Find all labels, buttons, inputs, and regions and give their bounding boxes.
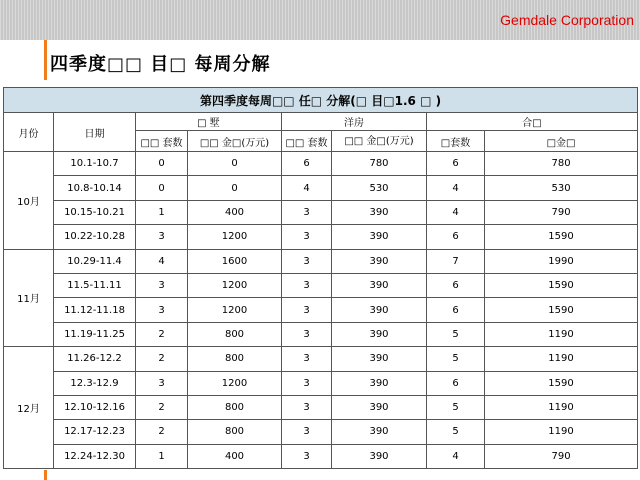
cell-total-amount: 1590 — [485, 273, 638, 297]
header-apartment-amount: □□ 金□(万元) — [332, 131, 427, 152]
slide-title: 四季度□□ 目□ 每周分解 — [50, 54, 271, 75]
brand-name: Gemdale Corporation — [500, 12, 634, 28]
cell-villa-units: 2 — [136, 322, 188, 346]
cell-total-units: 4 — [427, 200, 485, 224]
cell-villa-units: 2 — [136, 347, 188, 371]
cell-villa-amount: 800 — [188, 395, 282, 419]
table-caption: 第四季度每周□□ 任□ 分解(□ 目□1.6 □ ) — [4, 88, 638, 113]
cell-total-units: 6 — [427, 273, 485, 297]
cell-apartment-units: 4 — [282, 176, 332, 200]
cell-villa-amount: 0 — [188, 152, 282, 176]
cell-villa-units: 3 — [136, 371, 188, 395]
cell-villa-units: 2 — [136, 395, 188, 419]
cell-total-amount: 1990 — [485, 249, 638, 273]
cell-apartment-amount: 390 — [332, 298, 427, 322]
cell-apartment-units: 3 — [282, 444, 332, 468]
cell-total-amount: 1190 — [485, 322, 638, 346]
cell-villa-amount: 800 — [188, 322, 282, 346]
header-group-apartment: 洋房 — [282, 113, 427, 131]
header-villa-units: □□ 套数 — [136, 131, 188, 152]
header-band — [0, 0, 640, 40]
cell-date: 10.1-10.7 — [54, 152, 136, 176]
cell-total-units: 6 — [427, 225, 485, 249]
cell-total-amount: 780 — [485, 152, 638, 176]
header-group-total: 合□ — [427, 113, 638, 131]
table-row — [4, 273, 638, 297]
cell-villa-units: 1 — [136, 200, 188, 224]
cell-total-amount: 530 — [485, 176, 638, 200]
cell-apartment-amount: 390 — [332, 444, 427, 468]
cell-total-units: 5 — [427, 395, 485, 419]
accent-bar — [44, 40, 47, 80]
cell-total-units: 5 — [427, 322, 485, 346]
cell-month: 12月 — [4, 347, 54, 469]
cell-total-amount: 1190 — [485, 395, 638, 419]
cell-villa-units: 2 — [136, 420, 188, 444]
cell-total-amount: 1190 — [485, 420, 638, 444]
cell-month: 10月 — [4, 152, 54, 250]
header-apartment-units: □□ 套数 — [282, 131, 332, 152]
cell-total-units: 4 — [427, 444, 485, 468]
cell-villa-units: 3 — [136, 298, 188, 322]
table-row — [4, 347, 638, 371]
cell-villa-amount: 1200 — [188, 371, 282, 395]
cell-villa-amount: 0 — [188, 176, 282, 200]
cell-total-amount: 1590 — [485, 298, 638, 322]
cell-apartment-amount: 390 — [332, 249, 427, 273]
cell-total-amount: 790 — [485, 200, 638, 224]
header-total-amount: □金□ — [485, 131, 638, 152]
cell-date: 12.10-12.16 — [54, 395, 136, 419]
table-row — [4, 200, 638, 224]
cell-apartment-amount: 530 — [332, 176, 427, 200]
cell-apartment-amount: 390 — [332, 200, 427, 224]
header-villa-amount: □□ 金□(万元) — [188, 131, 282, 152]
cell-date: 10.22-10.28 — [54, 225, 136, 249]
cell-villa-amount: 800 — [188, 347, 282, 371]
cell-apartment-amount: 390 — [332, 273, 427, 297]
cell-total-units: 7 — [427, 249, 485, 273]
cell-villa-amount: 1600 — [188, 249, 282, 273]
cell-total-units: 4 — [427, 176, 485, 200]
cell-villa-units: 0 — [136, 176, 188, 200]
cell-villa-amount: 400 — [188, 444, 282, 468]
cell-total-amount: 790 — [485, 444, 638, 468]
cell-date: 10.15-10.21 — [54, 200, 136, 224]
cell-villa-units: 1 — [136, 444, 188, 468]
cell-apartment-amount: 390 — [332, 371, 427, 395]
cell-total-amount: 1190 — [485, 347, 638, 371]
cell-date: 12.3-12.9 — [54, 371, 136, 395]
cell-villa-amount: 1200 — [188, 225, 282, 249]
header-total-units: □套数 — [427, 131, 485, 152]
cell-apartment-amount: 780 — [332, 152, 427, 176]
table-row — [4, 444, 638, 468]
cell-villa-units: 0 — [136, 152, 188, 176]
cell-total-units: 5 — [427, 420, 485, 444]
cell-date: 10.8-10.14 — [54, 176, 136, 200]
cell-date: 11.12-11.18 — [54, 298, 136, 322]
table-row — [4, 322, 638, 346]
table-row — [4, 176, 638, 200]
cell-apartment-units: 3 — [282, 200, 332, 224]
cell-apartment-units: 6 — [282, 152, 332, 176]
table-row — [4, 298, 638, 322]
header-group-villa: □ 墅 — [136, 113, 282, 131]
table-row — [4, 225, 638, 249]
table-row — [4, 152, 638, 176]
table-row — [4, 371, 638, 395]
table-row — [4, 395, 638, 419]
cell-villa-amount: 400 — [188, 200, 282, 224]
cell-villa-units: 3 — [136, 273, 188, 297]
header-date: 日期 — [54, 113, 136, 152]
cell-total-units: 6 — [427, 371, 485, 395]
cell-apartment-units: 3 — [282, 347, 332, 371]
cell-date: 11.19-11.25 — [54, 322, 136, 346]
cell-villa-units: 3 — [136, 225, 188, 249]
cell-apartment-amount: 390 — [332, 420, 427, 444]
accent-bar-bottom — [44, 470, 47, 480]
plan-table-container — [3, 87, 637, 469]
cell-date: 11.26-12.2 — [54, 347, 136, 371]
cell-apartment-units: 3 — [282, 322, 332, 346]
cell-date: 11.5-11.11 — [54, 273, 136, 297]
cell-total-amount: 1590 — [485, 225, 638, 249]
cell-apartment-amount: 390 — [332, 225, 427, 249]
cell-villa-amount: 1200 — [188, 273, 282, 297]
cell-apartment-units: 3 — [282, 298, 332, 322]
cell-villa-units: 4 — [136, 249, 188, 273]
weekly-plan-table — [3, 87, 638, 469]
cell-apartment-units: 3 — [282, 249, 332, 273]
cell-date: 10.29-11.4 — [54, 249, 136, 273]
table-row — [4, 420, 638, 444]
cell-apartment-units: 3 — [282, 371, 332, 395]
header-month: 月份 — [4, 113, 54, 152]
cell-date: 12.24-12.30 — [54, 444, 136, 468]
cell-villa-amount: 1200 — [188, 298, 282, 322]
cell-date: 12.17-12.23 — [54, 420, 136, 444]
cell-apartment-amount: 390 — [332, 322, 427, 346]
cell-apartment-units: 3 — [282, 420, 332, 444]
cell-month: 11月 — [4, 249, 54, 347]
cell-total-amount: 1590 — [485, 371, 638, 395]
cell-apartment-amount: 390 — [332, 347, 427, 371]
table-row — [4, 249, 638, 273]
cell-total-units: 6 — [427, 152, 485, 176]
cell-villa-amount: 800 — [188, 420, 282, 444]
cell-total-units: 6 — [427, 298, 485, 322]
cell-apartment-units: 3 — [282, 225, 332, 249]
cell-total-units: 5 — [427, 347, 485, 371]
table-body — [4, 152, 638, 469]
cell-apartment-units: 3 — [282, 273, 332, 297]
cell-apartment-units: 3 — [282, 395, 332, 419]
cell-apartment-amount: 390 — [332, 395, 427, 419]
